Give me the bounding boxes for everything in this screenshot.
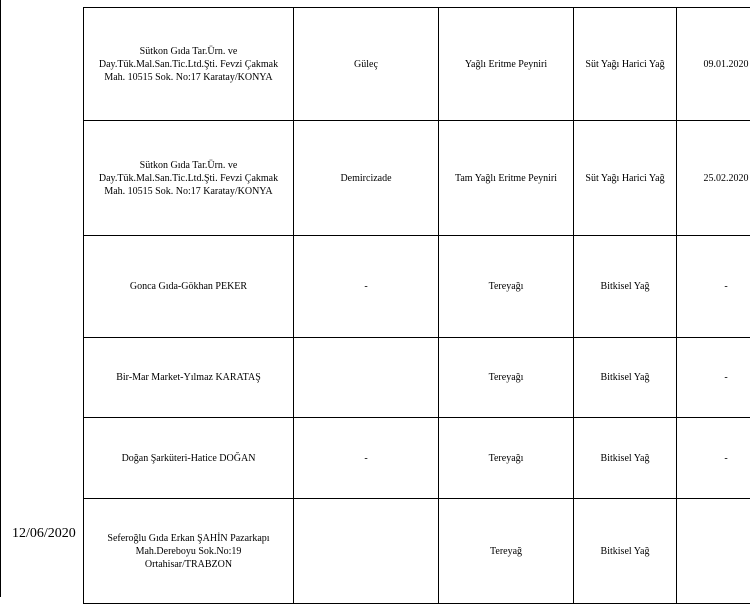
product-cell xyxy=(439,338,574,418)
product-cell xyxy=(439,236,574,338)
company-cell xyxy=(84,8,294,121)
table-row xyxy=(84,121,750,236)
product-cell xyxy=(439,8,574,121)
brand-cell xyxy=(294,418,439,499)
company-cell xyxy=(84,121,294,236)
date-column xyxy=(0,0,82,597)
product-text: Tereyağı xyxy=(443,280,569,293)
finding-cell xyxy=(574,236,677,338)
company-cell xyxy=(84,338,294,418)
table-row xyxy=(84,499,750,604)
company-text: Sütkon Gıda Tar.Ürn. ve Day.Tük.Mal.San.Tic.Ltd.Şti. Fevzi Çakmak Mah. 10515 Sok. No:17 Karatay/KONYA xyxy=(94,159,283,198)
table-row xyxy=(84,418,750,499)
product-text: Tereyağ xyxy=(443,545,569,558)
finding-cell xyxy=(574,121,677,236)
date-cell xyxy=(677,418,750,499)
finding-cell xyxy=(574,338,677,418)
date-cell xyxy=(677,499,750,604)
date-cell xyxy=(677,8,750,121)
company-cell xyxy=(84,236,294,338)
product-text: Tereyağı xyxy=(443,452,569,465)
company-text: Bir-Mar Market-Yılmaz KARATAŞ xyxy=(88,371,289,384)
finding-cell xyxy=(574,418,677,499)
date-cell xyxy=(677,236,750,338)
company-text: Doğan Şarküteri-Hatice DOĞAN xyxy=(88,452,289,465)
date-text: 09.01.2020 xyxy=(681,58,750,71)
brand-text: Güleç xyxy=(298,58,434,71)
company-text: Gonca Gıda-Gökhan PEKER xyxy=(88,280,289,293)
results-table xyxy=(83,7,750,604)
product-cell xyxy=(439,499,574,604)
inspection-date: 12/06/2020 xyxy=(12,526,76,542)
date-cell xyxy=(677,121,750,236)
table-row xyxy=(84,236,750,338)
company-cell xyxy=(84,499,294,604)
product-cell xyxy=(439,121,574,236)
company-text: Seferoğlu Gıda Erkan ŞAHİN Pazarkapı Mah.Dereboyu Sok.No:19 Ortahisar/TRABZON xyxy=(96,532,281,571)
brand-text: - xyxy=(298,452,434,465)
finding-text: Bitkisel Yağ xyxy=(578,280,672,293)
product-text: Yağlı Eritme Peyniri xyxy=(443,58,569,71)
company-text: Sütkon Gıda Tar.Ürn. ve Day.Tük.Mal.San.Tic.Ltd.Şti. Fevzi Çakmak Mah. 10515 Sok. No:17 Karatay/KONYA xyxy=(94,45,283,84)
company-cell xyxy=(84,418,294,499)
date-cell xyxy=(677,338,750,418)
brand-text: Demircizade xyxy=(298,172,434,185)
finding-text: Süt Yağı Harici Yağ xyxy=(584,58,666,71)
product-cell xyxy=(439,418,574,499)
finding-cell xyxy=(574,499,677,604)
finding-cell xyxy=(574,8,677,121)
brand-cell xyxy=(294,236,439,338)
brand-text: - xyxy=(298,280,434,293)
brand-cell xyxy=(294,8,439,121)
finding-text: Süt Yağı Harici Yağ xyxy=(576,172,674,185)
date-text: 25.02.2020 xyxy=(681,172,750,185)
finding-text: Bitkisel Yağ xyxy=(578,545,672,558)
table-row xyxy=(84,8,750,121)
brand-cell xyxy=(294,499,439,604)
brand-cell xyxy=(294,121,439,236)
date-text: - xyxy=(681,280,750,293)
finding-text: Bitkisel Yağ xyxy=(578,452,672,465)
table-row xyxy=(84,338,750,418)
product-text: Tam Yağlı Eritme Peyniri xyxy=(443,172,569,185)
finding-text: Bitkisel Yağ xyxy=(578,371,672,384)
product-text: Tereyağı xyxy=(443,371,569,384)
brand-cell xyxy=(294,338,439,418)
date-text: - xyxy=(681,371,750,384)
date-text: - xyxy=(681,452,750,465)
